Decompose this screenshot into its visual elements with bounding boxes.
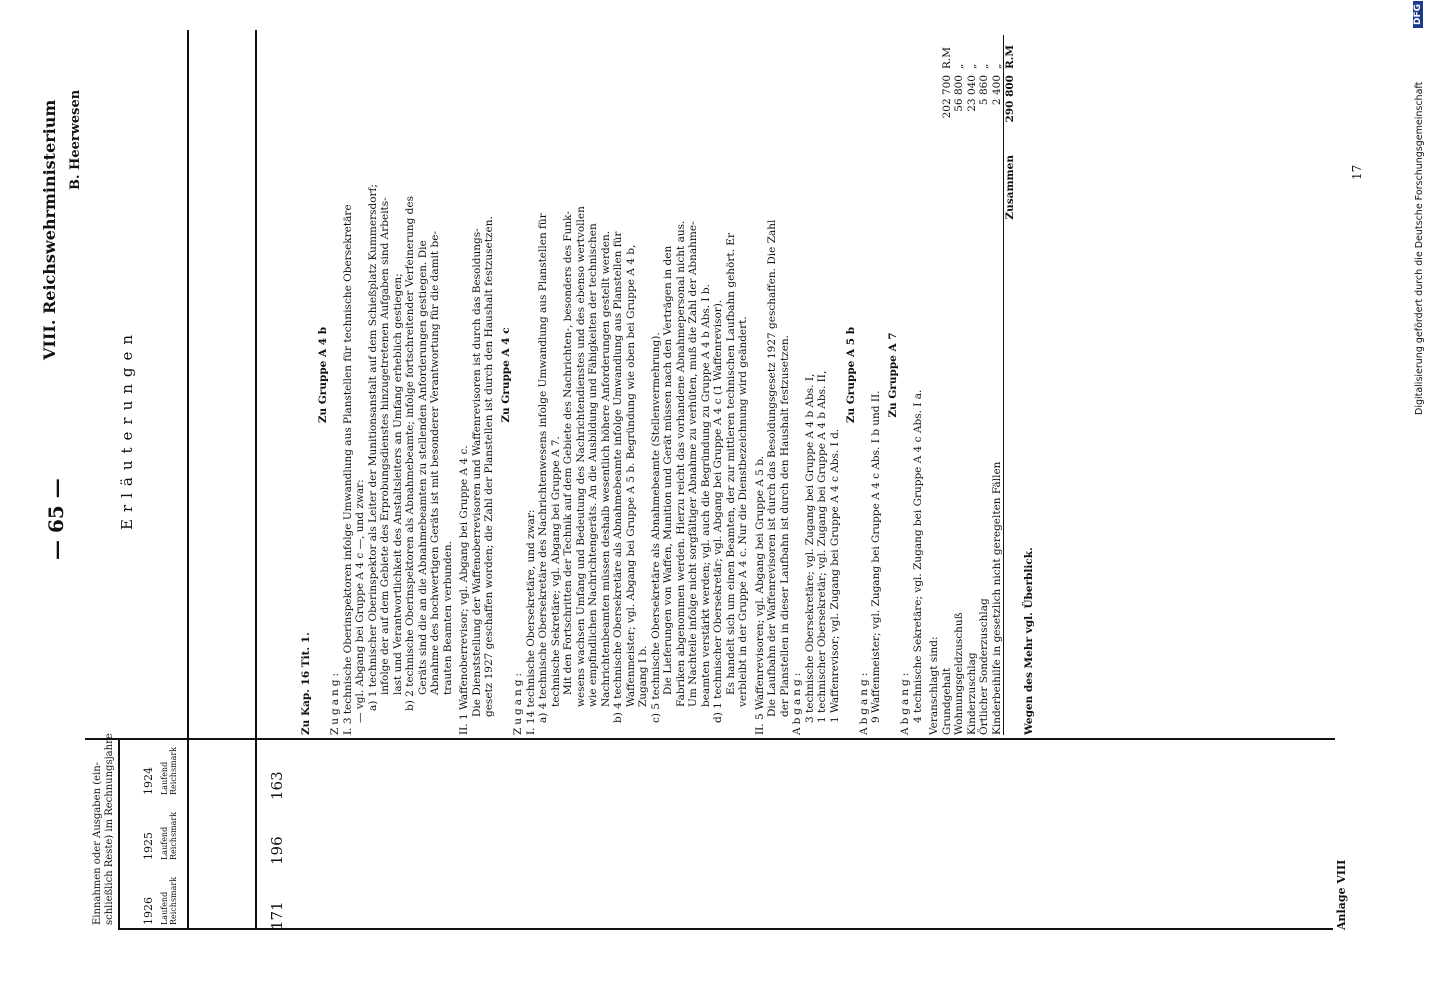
text-line: II. 5 Waffenrevisoren; vgl. Abgang bei Gruppe A 5 b. [753, 455, 766, 735]
summary-unit: „ [953, 63, 965, 69]
column-line-2 [255, 30, 257, 930]
page-number: — 65 — [44, 478, 68, 560]
text-line: Geräts sind die an die Abnahmebeamten zu stellenden Anforderungen gestiegen. Die [416, 240, 429, 695]
section-title: VIII. Reichswehrministerium [40, 99, 59, 360]
text-line: technische Sekretäre; vgl. Abgang bei Gruppe A 7. [549, 436, 562, 707]
value-1925: 196 [268, 836, 286, 865]
frame-top-line [118, 928, 1333, 930]
text-line: 9 Waffenmeister; vgl. Zugang bei Gruppe A 4 c Abs. I b und II. [870, 390, 882, 723]
summary-value: 56 800 [953, 75, 965, 112]
table-caption-2: schließlich Reste) im Rechnungsjahre [104, 733, 115, 925]
value-1924: 163 [268, 771, 286, 800]
summary-value: 202 700 [940, 75, 953, 119]
veranschlagt-label: Veranschlagt sind: [928, 636, 940, 735]
column-line-1 [187, 30, 189, 930]
text-line: Es handelt sich um einen Beamten, der zur mittleren technischen Laufbahn gehört. Er [724, 233, 737, 695]
kap-heading: Zu Kap. 16 Tit. 1. [300, 632, 312, 735]
summary-value: 23 040 [965, 75, 978, 112]
group-a4c-title: Zu Gruppe A 4 c [499, 327, 512, 423]
total-value: 290 800 [1004, 75, 1016, 123]
text-line: Nachrichtenbeamten müssen deshalb wesentlich höhere Anforderungen gestellt werden. [599, 230, 612, 707]
summary-value: 2 400 [990, 75, 1003, 106]
summary-label: Wohnungsgeldzuschuß [953, 612, 965, 735]
year-1924: 1924 [142, 767, 155, 795]
unit-1924: Laufend Reichsmark [160, 746, 178, 795]
text-line: Die Lieferungen von Waffen, Munition und Gerät müssen nach den Verträgen in den [662, 245, 674, 695]
text-line: trauten Beamten verbunden. [441, 541, 454, 695]
text-line: c) 5 technische Obersekretäre als Abnahmebeamte (Stellenvermehrung). [649, 332, 662, 723]
summary-row [966, 35, 979, 735]
text-line: a) 4 technische Obersekretäre des Nachrichtenwesens infolge Umwandlung aus Planstellen für [537, 213, 549, 723]
zugang-label: Zugang: [512, 669, 524, 735]
summary-label: Örtlicher Sonderzuschlag [978, 598, 990, 735]
table-caption-1: Einnahmen oder Ausgaben (ein- [92, 761, 103, 925]
text-line: Waffenmeister; vgl. Abgang bei Gruppe A 5 b. Begründung wie oben bei Gruppe A 4 b, [624, 244, 637, 707]
summary-row [978, 35, 991, 735]
header-box-line [118, 740, 120, 930]
group-a7-title: Zu Gruppe A 7 [886, 332, 899, 418]
text-line: b) 4 technische Obersekretäre als Abnahmebeamte infolge Umwandlung aus Planstellen für [612, 231, 624, 723]
text-line: verbleibt in der Gruppe A 4 c. Nur die Dienstbezeichnung wird geändert. [737, 316, 749, 707]
year-1925: 1925 [142, 832, 155, 860]
total-label: Zusammen [1004, 155, 1016, 220]
text-line: infolge der auf dem Gebiete des Erprobungsdienstes hinzugetretenen Aufgaben sind Arbeits- [379, 197, 391, 695]
summary-row [991, 35, 1005, 735]
text-line: 1 Waffenrevisor; vgl. Zugang bei Gruppe A 4 c Abs. I d. [828, 428, 841, 723]
text-line: a) 1 technischer Oberinspektor als Leiter der Munitionsanstalt auf dem Schießplatz Kummersdorf; [366, 184, 379, 711]
text-line: der Planstellen in dieser Laufbahn ist durch den Haushalt festzusetzen. [778, 334, 791, 717]
dfg-side-note: Digitalisierung gefördert durch die Deutsche Forschungsgemeinschaft [1414, 81, 1425, 415]
text-line: wesens wachsen Umfang und Bedeutung des Nachrichtendienstes und des ebenso wertvollen [574, 206, 587, 707]
text-line: 4 technische Sekretäre; vgl. Zugang bei Gruppe A 4 c Abs. I a. [911, 389, 924, 723]
anlage-label: Anlage VIII [1335, 859, 1348, 930]
mehr-note: Wegen des Mehr vgl. Überblick. [1022, 547, 1035, 735]
abgang-label: Abgang: [857, 669, 870, 735]
summary-unit: „ [990, 63, 1003, 69]
summary-unit: „ [978, 63, 990, 69]
zugang-label: Zugang: [329, 669, 341, 735]
text-line: b) 2 technische Oberinspektoren als Abnahmebeamte; infolge fortschreitender Verfeinerung des [404, 196, 416, 711]
abgang-label: Abgang: [791, 669, 803, 735]
group-a5b-title: Zu Gruppe A 5 b [845, 326, 857, 424]
text-line: gesetz 1927 geschaffen worden; die Zahl der Planstellen ist durch den Haushalt festzusetzen. [483, 216, 495, 717]
summary-label: Grundgehalt [940, 667, 953, 735]
text-line: beamten verstärkt werden; vgl. auch die Begründung zu Gruppe A 4 b Abs. I b. [699, 284, 712, 707]
summary-label: Kinderbeihilfe in gesetzlich nicht geregelten Fällen [990, 461, 1003, 735]
summary-unit: „ [965, 63, 978, 69]
summary-value: 5 860 [978, 75, 990, 106]
summary-total-row [1004, 35, 1017, 735]
total-unit: R.M [1004, 44, 1016, 69]
subsection-title: B. Heerwesen [68, 89, 83, 190]
value-1926: 171 [268, 901, 286, 930]
text-line: Abnahme des hochwertigen Geräts ist mit besonderer Verantwortung für die damit be- [429, 231, 441, 695]
abgang-label: Abgang: [899, 669, 911, 735]
text-line: II. 1 Waffenoberrevisor; vgl. Abgang bei Gruppe A 4 c. [458, 445, 470, 735]
text-line: Zugang I b. [637, 645, 649, 707]
text-line: I. 14 technische Obersekretäre, und zwar: [524, 509, 537, 735]
summary-row [953, 35, 966, 735]
explanation-body [300, 15, 1035, 735]
text-line: I. 3 technische Oberinspektoren infolge Umwandlung aus Planstellen für technische Obersekretäre [341, 204, 354, 735]
text-line: 1 technischer Obersekretär; vgl. Zugang bei Gruppe A 4 b Abs. II, [816, 370, 828, 723]
text-line: Fabriken abgenommen werden. Hierzu reicht das vorhandene Abnahmepersonal nicht aus. [674, 220, 687, 707]
text-line: wie empfindlichen Nachrichtengeräts. An die Ausbildung und Fähigkeiten der technischen [587, 223, 599, 707]
summary-table [941, 35, 1017, 735]
text-line: Die Laufbahn der Waffenrevisoren ist durch das Besoldungsgesetz 1927 geschaffen. Die Zahl [766, 219, 778, 717]
text-line: Um Nachteile infolge nicht sorgfältiger Abnahme zu verhüten, muß die Zahl der Abnahme- [687, 221, 699, 707]
summary-unit: R.M [940, 47, 953, 69]
text-line: Die Dienststellung der Waffenoberrevisoren und Waffenrevisoren ist durch das Besoldungs- [470, 228, 483, 717]
explanations-title: Erläuterungen [118, 327, 136, 530]
dfg-logo: DFG [1413, 1, 1423, 28]
summary-label: Kinderzuschlag [965, 652, 978, 735]
text-line: d) 1 technischer Obersekretär; vgl. Abgang bei Gruppe A 4 c (1 Waffenrevisor). [712, 299, 724, 723]
text-line: 3 technische Obersekretäre; vgl. Zugang bei Gruppe A 4 b Abs. I, [803, 373, 816, 723]
unit-1926: Laufend Reichsmark [160, 876, 178, 925]
right-page-number: 17 [1350, 164, 1364, 180]
header-right-line [85, 738, 1335, 740]
unit-1925: Laufend Reichsmark [160, 811, 178, 860]
group-a4b-title: Zu Gruppe A 4 b [316, 326, 329, 424]
text-line: Mit den Fortschritten der Technik auf dem Gebiete des Nachrichten-, besonders des Funk- [562, 211, 574, 695]
text-line: — vgl. Abgang bei Gruppe A 4 c —, und zwar: [354, 479, 366, 723]
summary-row [941, 35, 954, 735]
text-line: last und Verantwortlichkeit des Anstaltsleiters an Umfang erheblich gestiegen; [391, 273, 404, 695]
year-1926: 1926 [142, 897, 155, 925]
column-line-3 [187, 748, 189, 750]
